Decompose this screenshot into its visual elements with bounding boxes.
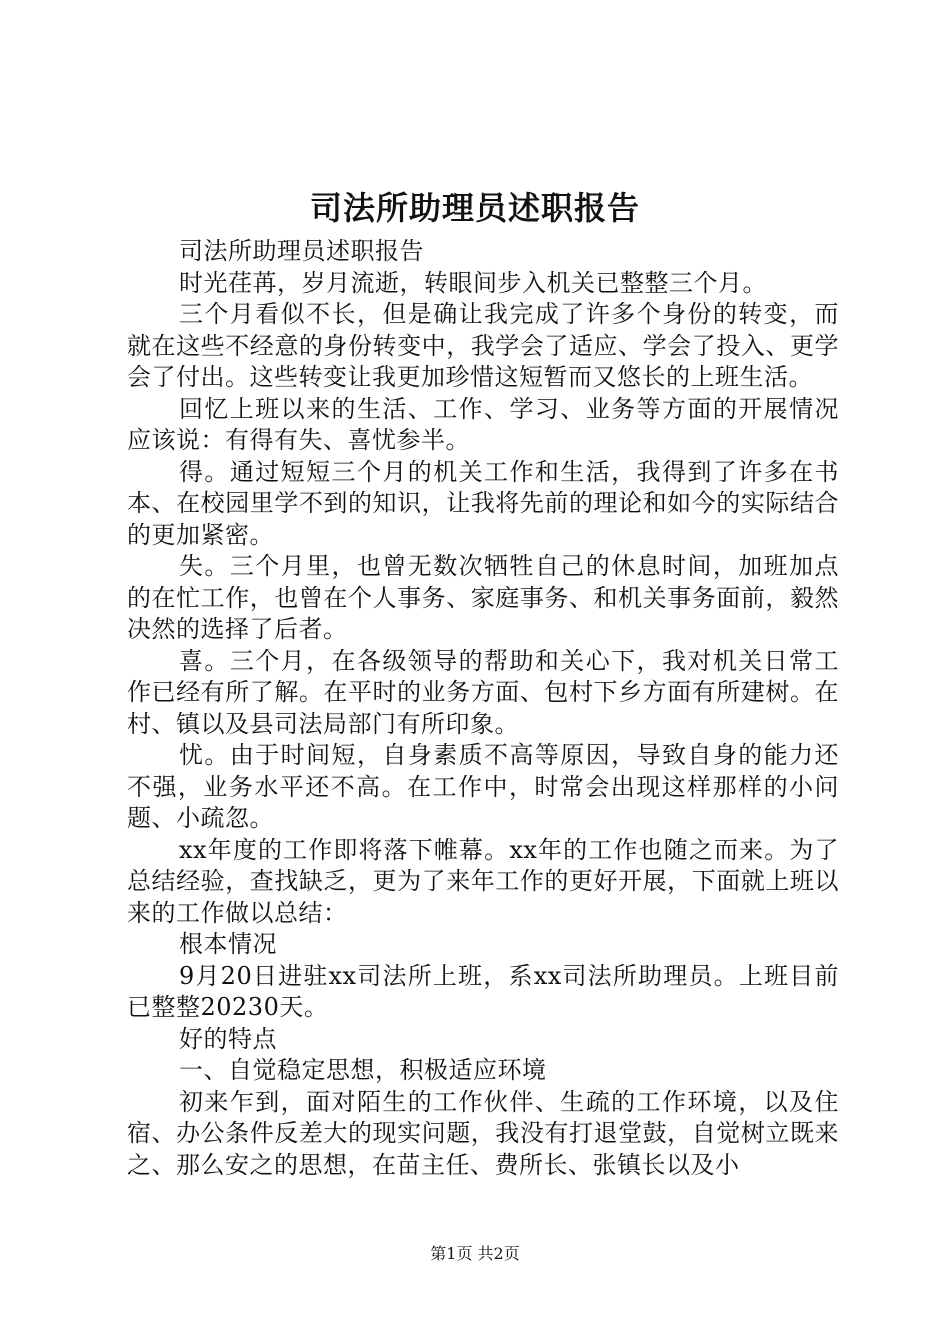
- paragraph: 忧。由于时间短，自身素质不高等原因，导致自身的能力还不强，业务水平还不高。在工作中，时常会出现这样那样的小问题、小疏忽。: [127, 741, 839, 832]
- paragraph: 初来乍到，面对陌生的工作伙伴、生疏的工作环境，以及住宿、办公条件反差大的现实问题，我没有打退堂鼓，自觉树立既来之、那么安之的思想，在苗主任、费所长、张镇长以及小: [127, 1087, 839, 1179]
- paragraph: 9月20日进驻xx司法所上班，系xx司法所助理员。上班目前已整整20230天。: [127, 961, 839, 1021]
- paragraph: 失。三个月里，也曾无数次牺牲自己的休息时间，加班加点的在忙工作，也曾在个人事务、家庭事务、和机关事务面前，毅然决然的选择了后者。: [127, 552, 839, 643]
- paragraph: 时光荏苒，岁月流逝，转眼间步入机关已整整三个月。: [179, 268, 767, 297]
- page-footer: 第1页 共2页: [430, 1244, 520, 1263]
- paragraph: 回忆上班以来的生活、工作、学习、业务等方面的开展情况应该说：有得有失、喜忧参半。: [127, 394, 839, 454]
- section-heading: 根本情况: [179, 930, 277, 958]
- subsection-heading: 一、自觉稳定思想，积极适应环境: [179, 1056, 547, 1084]
- paragraph: 司法所助理员述职报告: [179, 237, 424, 265]
- document-title: 司法所助理员述职报告: [309, 189, 640, 227]
- section-heading: 好的特点: [179, 1024, 277, 1053]
- paragraph: 得。通过短短三个月的机关工作和生活，我得到了许多在书本、在校园里学不到的知识，让我将先前的理论和如今的实际结合的更加紧密。: [127, 457, 839, 549]
- paragraph: 喜。三个月，在各级领导的帮助和关心下，我对机关日常工作已经有所了解。在平时的业务方面、包村下乡方面有所建树。在村、镇以及县司法局部门有所印象。: [127, 646, 839, 738]
- paragraph: xx年度的工作即将落下帷幕。xx年的工作也随之而来。为了总结经验，查找缺乏，更为了来年工作的更好开展，下面就上班以来的工作做以总结：: [127, 835, 839, 927]
- document-body: [127, 236, 839, 1181]
- paragraph: 三个月看似不长，但是确让我完成了许多个身份的转变，而就在这些不经意的身份转变中，我学会了适应、学会了投入、更学会了付出。这些转变让我更加珍惜这短暂而又悠长的上班生活。: [127, 300, 839, 391]
